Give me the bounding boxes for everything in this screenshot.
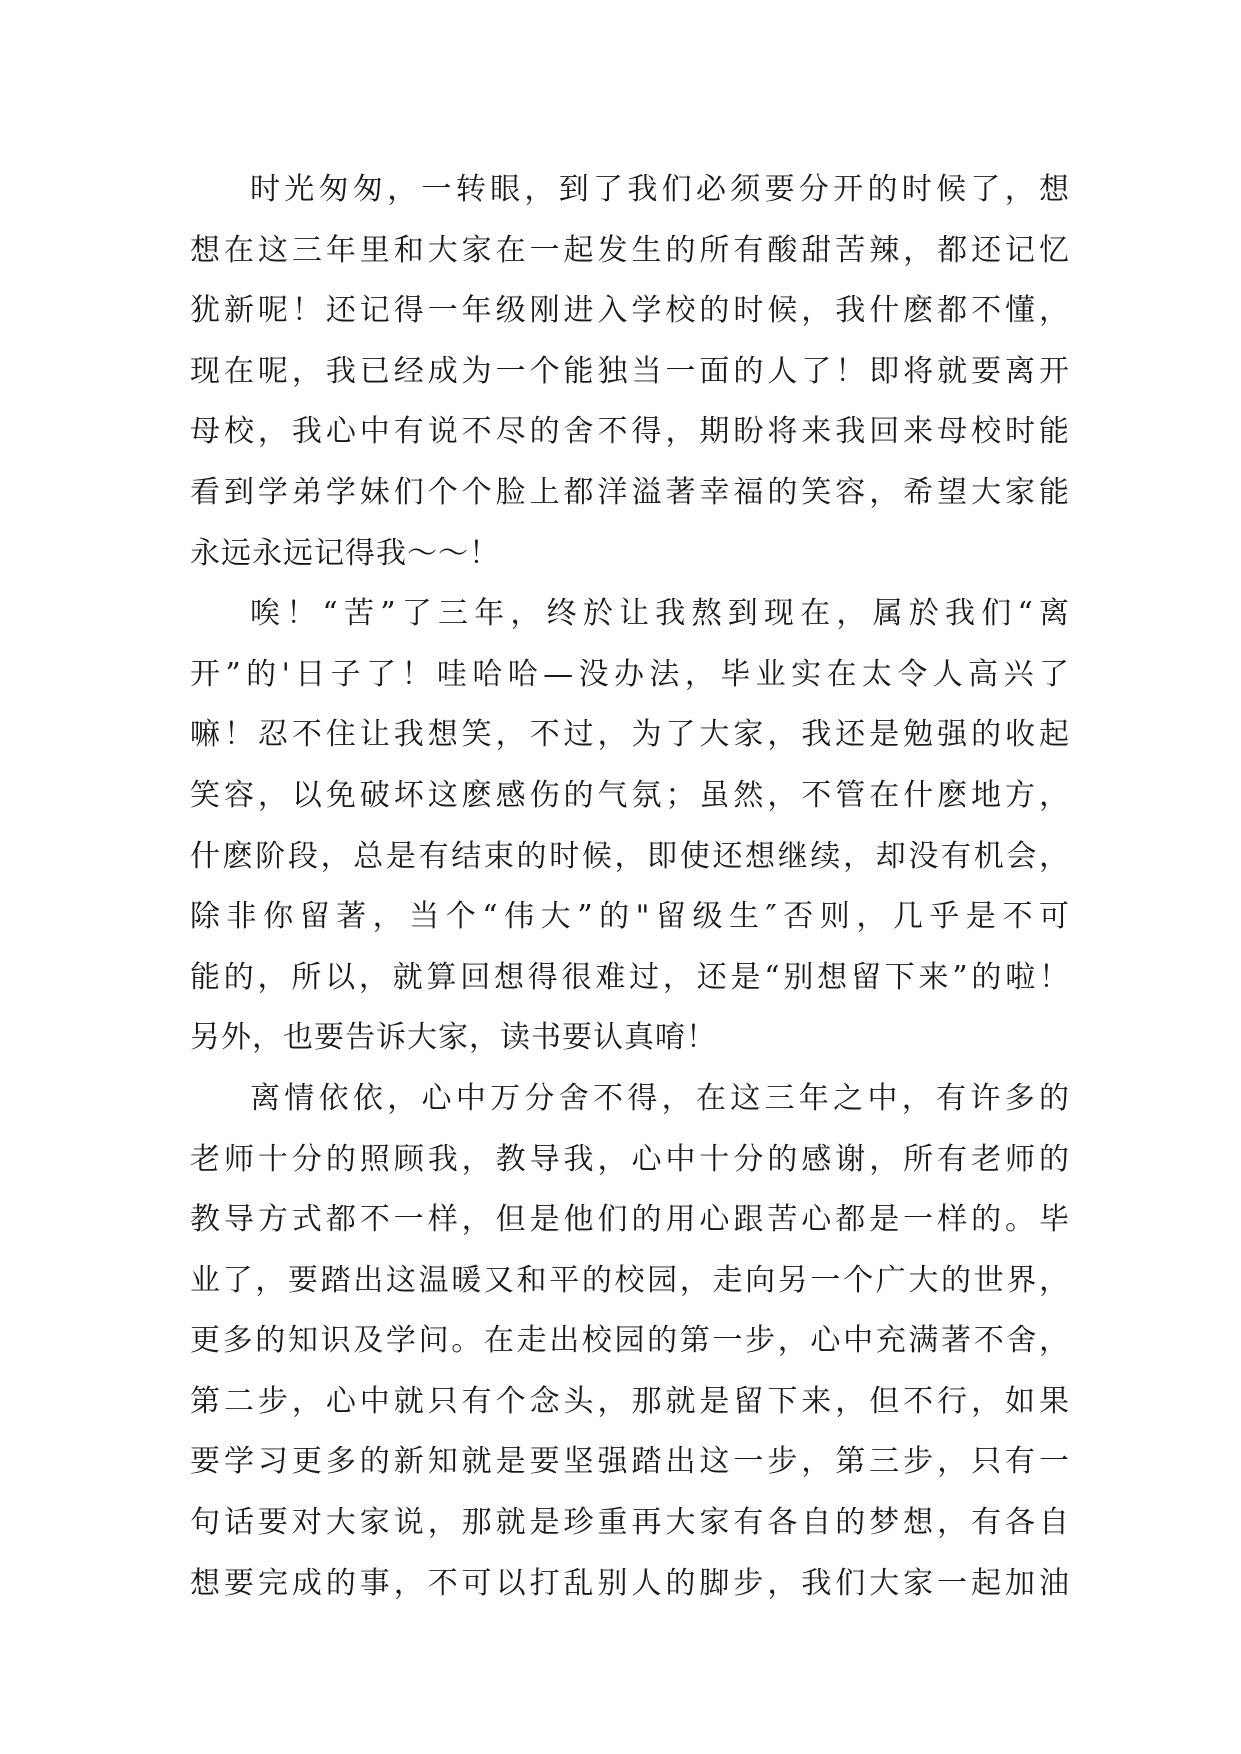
text-line: 老师十分的照顾我，教导我，心中十分的感谢，所有老师的 xyxy=(190,1141,1070,1177)
text-line: 句话要对大家说，那就是珍重再大家有各自的梦想，有各自 xyxy=(190,1505,1070,1541)
text-line: 能的，所以，就算回想得很难过，还是“别想留下来”的啦！ xyxy=(190,959,1070,995)
text-line: 教导方式都不一样，但是他们的用心跟苦心都是一样的。毕 xyxy=(190,1202,1070,1238)
text-line: 想要完成的事，不可以打乱别人的脚步，我们大家一起加油 xyxy=(190,1565,1070,1601)
text-line: 除非你留著，当个“伟大”的"留级生″否则，几乎是不可 xyxy=(190,899,1070,935)
text-line: 看到学弟学妹们个个脸上都洋溢著幸福的笑容，希望大家能 xyxy=(190,474,1070,510)
text-line: 时光匆匆，一转眼，到了我们必须要分开的时候了，想 xyxy=(250,172,1070,207)
body-text xyxy=(190,160,1070,1614)
text-line: 什麽阶段，总是有结束的时候，即使还想继续，却没有机会， xyxy=(190,838,1070,874)
text-line: 想在这三年里和大家在一起发生的所有酸甜苦辣，都还记忆 xyxy=(190,232,1070,268)
text-line: 唉！“苦”了三年，终於让我熬到现在，属於我们“离 xyxy=(250,596,1070,632)
text-line: 犹新呢！还记得一年级刚进入学校的时候，我什麽都不懂， xyxy=(190,293,1070,329)
text-line: 母校，我心中有说不尽的舍不得，期盼将来我回来母校时能 xyxy=(190,414,1070,450)
text-line: 要学习更多的新知就是要坚强踏出这一步，第三步，只有一 xyxy=(190,1444,1070,1480)
text-line: 现在呢，我已经成为一个能独当一面的人了！即将就要离开 xyxy=(190,353,1070,389)
text-line: 另外，也要告诉大家，读书要认真唷！ xyxy=(190,1020,717,1056)
text-line: 更多的知识及学问。在走出校园的第一步，心中充满著不舍， xyxy=(190,1323,1070,1359)
text-line: 嘛！忍不住让我想笑，不过，为了大家，我还是勉强的收起 xyxy=(190,717,1070,753)
text-line: 业了，要踏出这温暖又和平的校园，走向另一个广大的世界， xyxy=(190,1262,1070,1298)
text-line: 笑容，以免破坏这麽感伤的气氛；虽然，不管在什麽地方， xyxy=(190,777,1070,813)
text-line: 永远永远记得我～～！ xyxy=(190,535,500,571)
text-line: 开”的'日子了！哇哈哈—没办法，毕业实在太令人高兴了 xyxy=(190,656,1070,692)
text-line: 离情依依，心中万分舍不得，在这三年之中，有许多的 xyxy=(250,1080,1070,1116)
text-line: 第二步，心中就只有个念头，那就是留下来，但不行，如果 xyxy=(190,1383,1070,1419)
